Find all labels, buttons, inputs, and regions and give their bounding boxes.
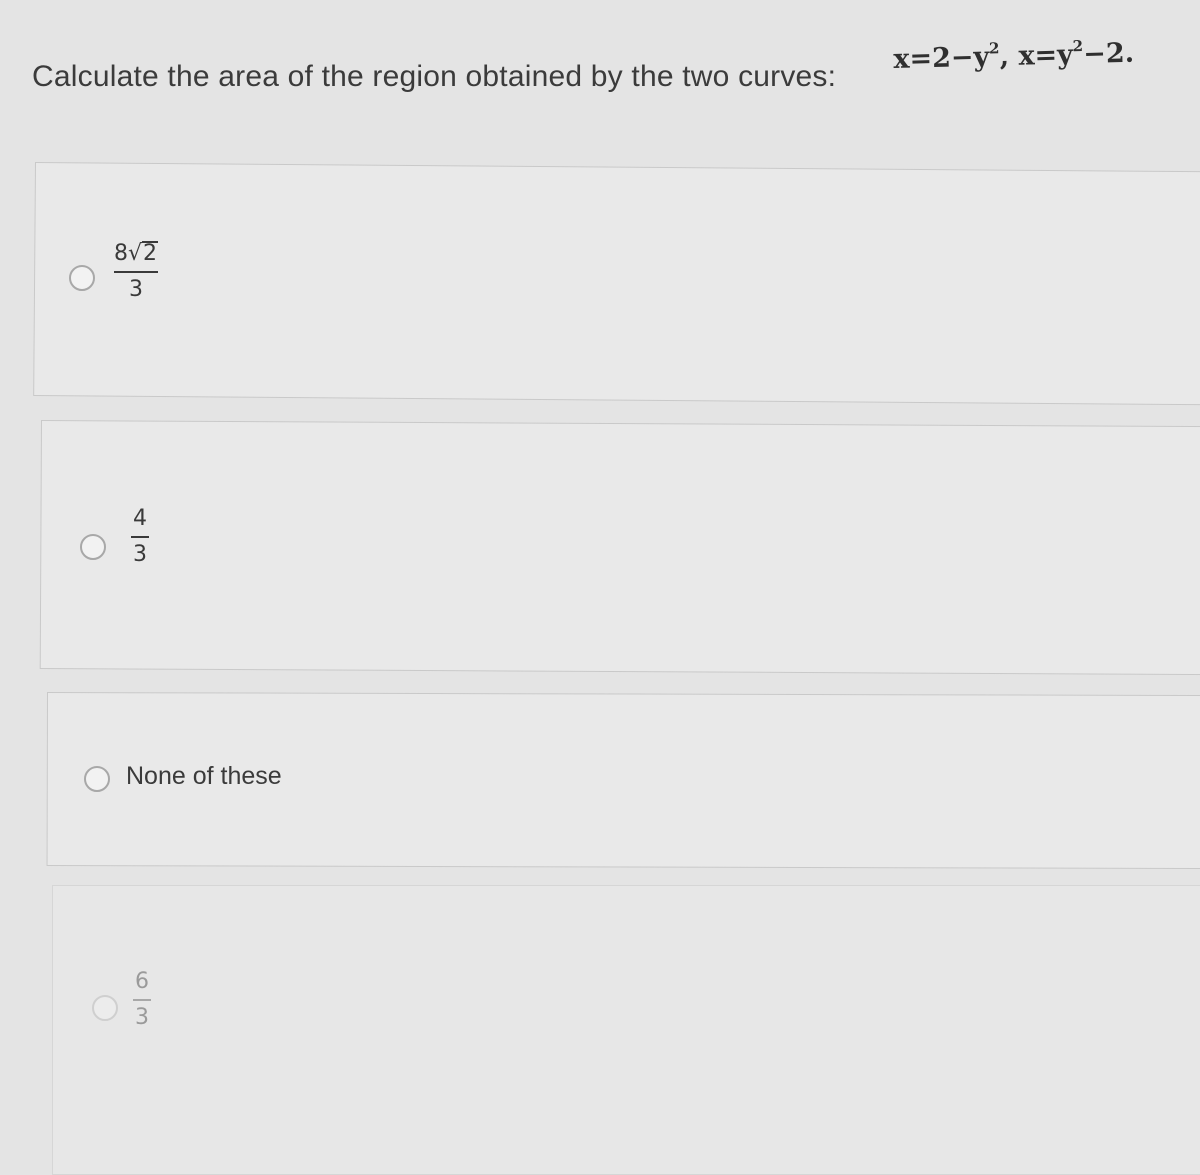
- question-equation: [893, 36, 1135, 75]
- radio-option-d[interactable]: [92, 995, 118, 1021]
- fraction-denominator: 3: [135, 1005, 149, 1030]
- radio-option-c[interactable]: [84, 766, 110, 792]
- equation-part-2: , x=y: [999, 39, 1074, 73]
- fraction-bar: [133, 999, 151, 1001]
- option-c-label: None of these: [126, 762, 282, 790]
- radical-sign: √: [128, 241, 143, 266]
- radio-option-a[interactable]: [69, 265, 95, 291]
- equation-part-1: x=2−y: [893, 41, 990, 75]
- fraction-option-d: [133, 968, 151, 1032]
- fraction-option-b: [131, 505, 149, 569]
- numerator-coefficient: 8: [114, 241, 128, 266]
- question-prompt: Calculate the area of the region obtained by the two curves:: [32, 60, 837, 93]
- radio-option-b[interactable]: [80, 534, 106, 560]
- radicand: 2: [143, 241, 158, 266]
- fraction-numerator: [114, 240, 158, 268]
- fraction-bar: [131, 536, 149, 538]
- fraction-option-a: [114, 240, 158, 304]
- answer-option-d[interactable]: [52, 885, 1200, 1175]
- fraction-numerator: 6: [135, 969, 149, 994]
- equation-exponent-1: 2: [988, 39, 1000, 58]
- answer-option-a[interactable]: [33, 162, 1200, 405]
- fraction-denominator: 3: [133, 542, 147, 567]
- fraction-denominator: 3: [129, 277, 144, 302]
- fraction-bar: [114, 271, 158, 273]
- answer-option-b[interactable]: [40, 420, 1200, 675]
- equation-exponent-2: 2: [1072, 37, 1084, 56]
- equation-part-3: −2.: [1082, 37, 1135, 71]
- fraction-numerator: 4: [133, 506, 147, 531]
